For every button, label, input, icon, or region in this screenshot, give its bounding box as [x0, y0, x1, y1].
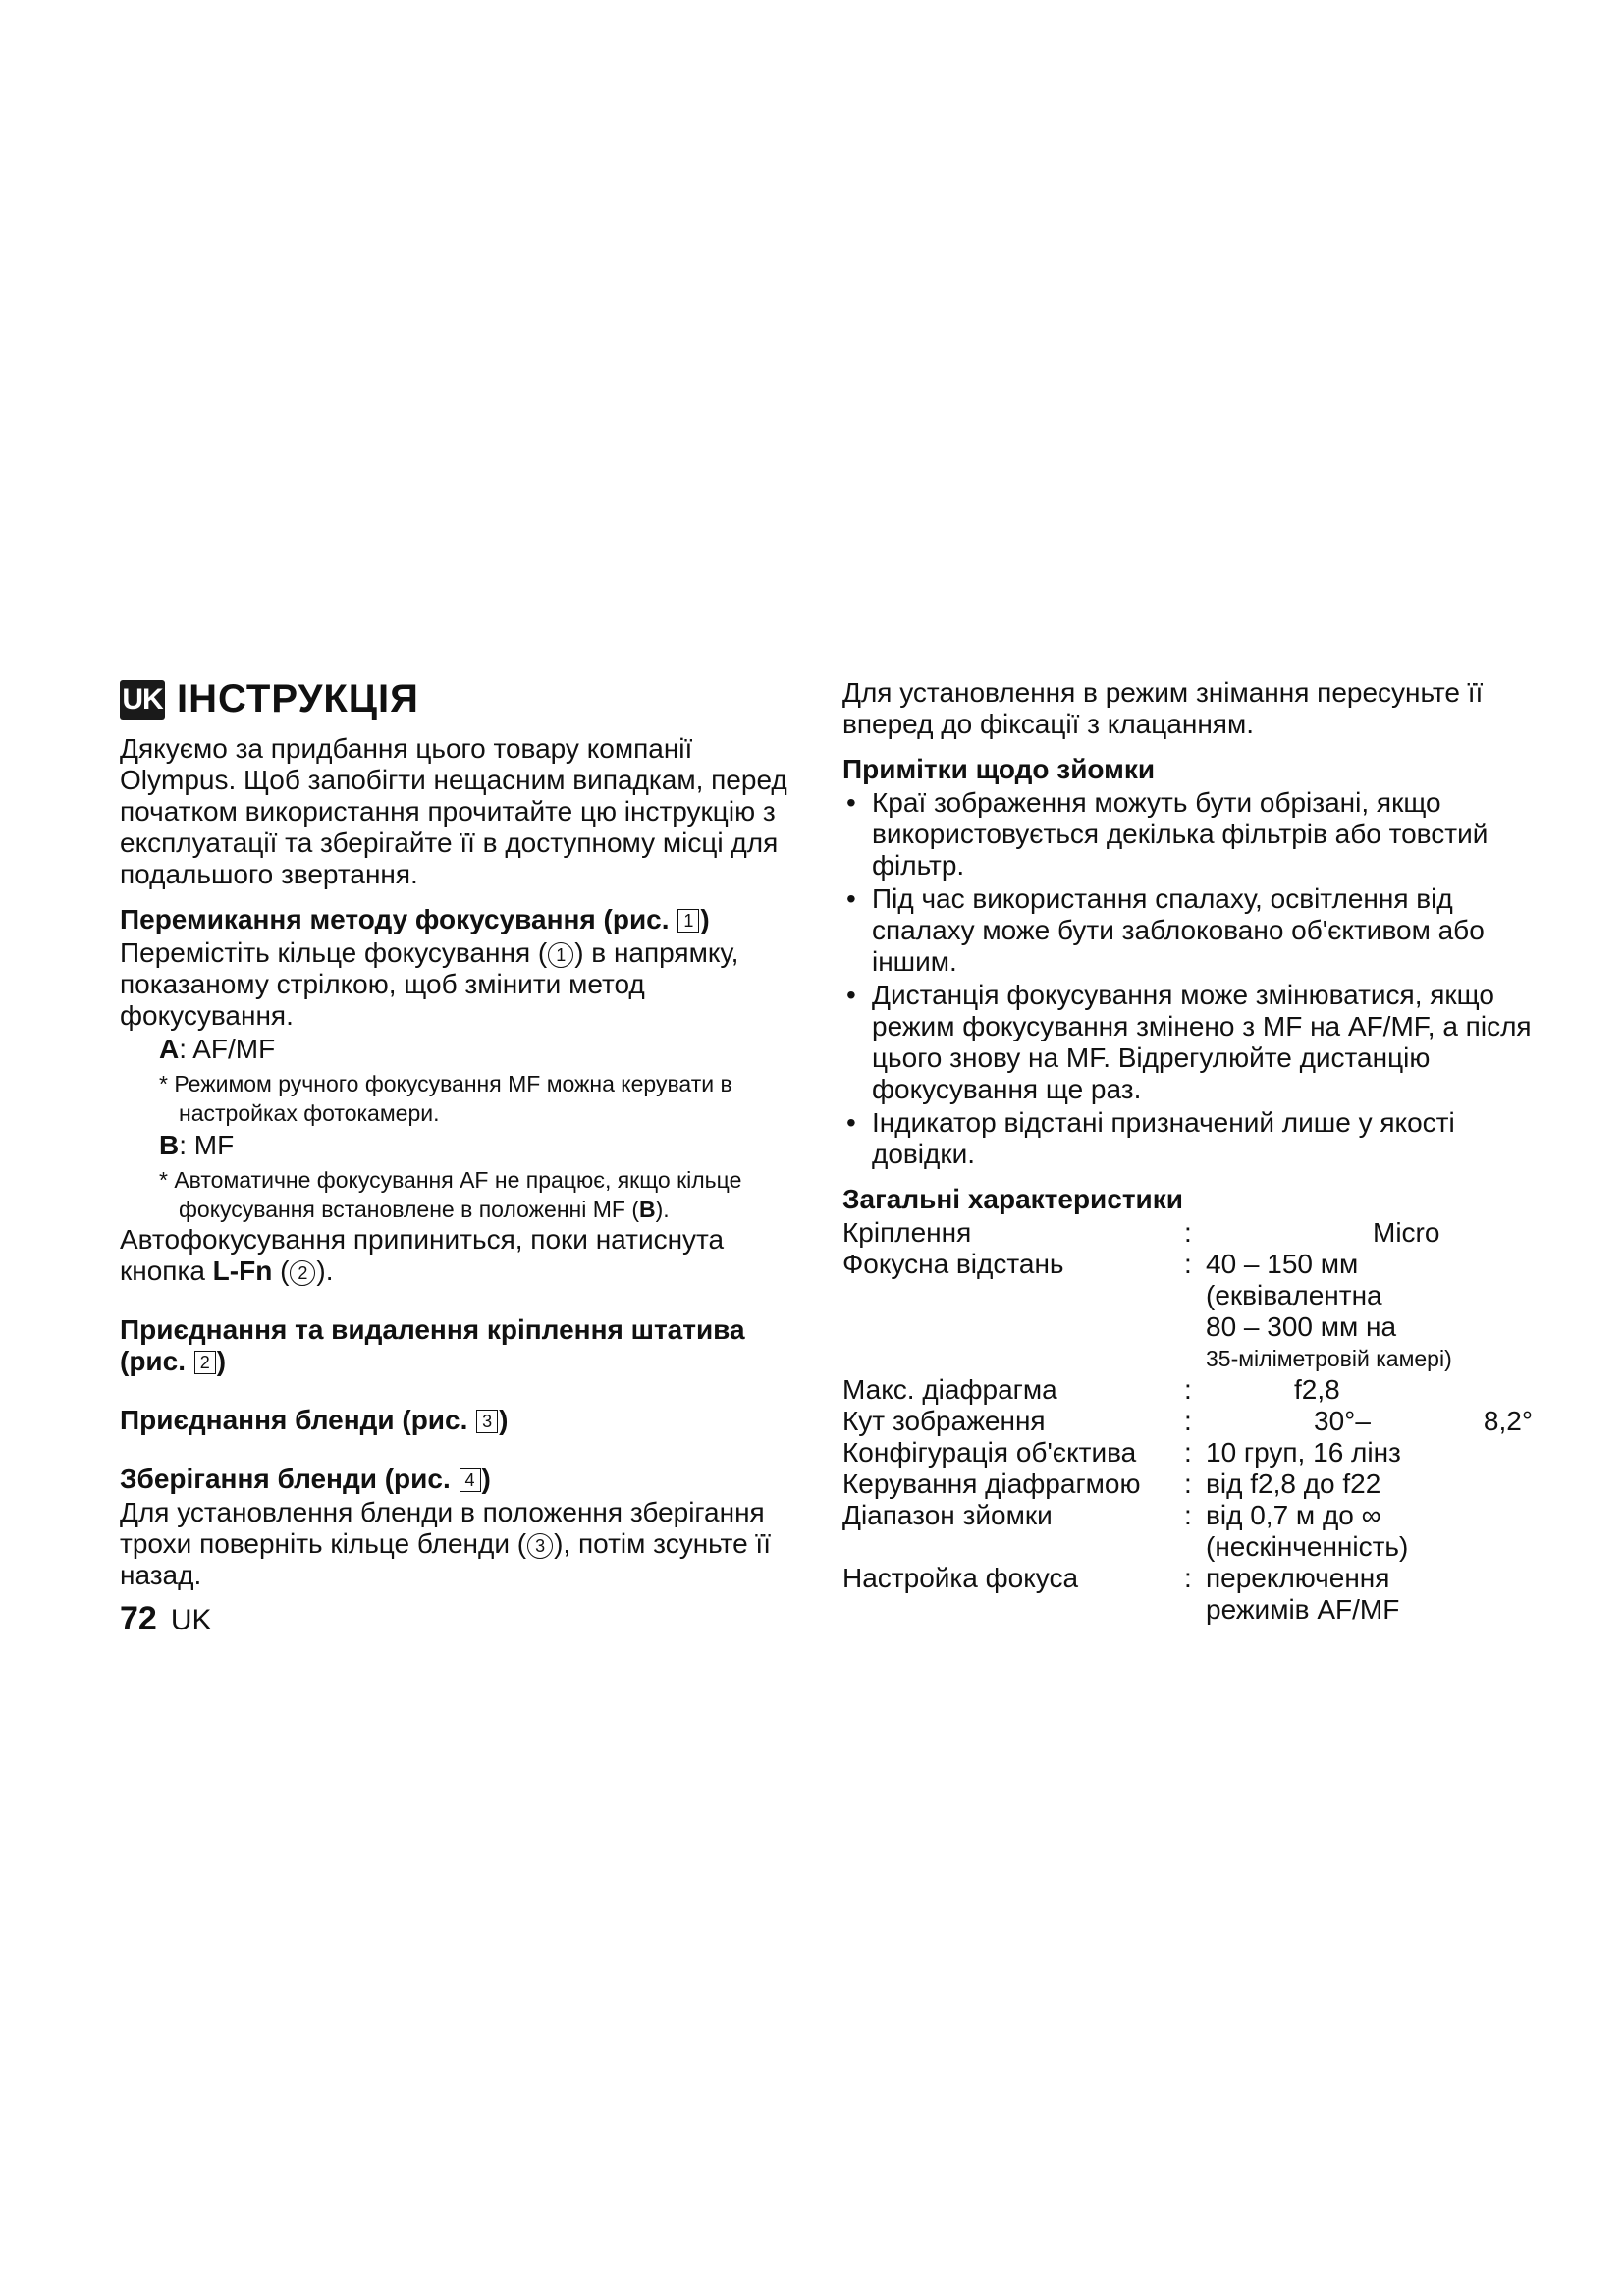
- heading-hood-storage: Зберігання бленди (рис. 4 ): [120, 1464, 491, 1494]
- figure-ref-2: 2: [194, 1351, 216, 1374]
- figure-ref-3: 3: [476, 1410, 498, 1433]
- list-item: • Краї зображення можуть бути обрізані, якщо використовується декілька фільтрів або товстий фільтр.: [842, 787, 1549, 881]
- mode-a: A: AF/MF: [159, 1034, 276, 1064]
- focus-ring-text: Перемістіть кільце фокусування ( 1 ) в напрямку, показаному стрілкою, щоб змінити метод фокусування.: [120, 937, 739, 1031]
- af-stop-text: Автофокусування припиниться, поки натиснута кнопка L-Fn ( 2 ).: [120, 1224, 725, 1286]
- mode-b: B: MF: [159, 1130, 235, 1160]
- figure-ref-4: 4: [460, 1468, 481, 1492]
- list-item: • Під час використання спалаху, освітлення від спалаху може бути заблоковано об'єктивом або іншим.: [842, 883, 1549, 978]
- heading-shooting-notes: Примітки щодо зйомки: [842, 754, 1156, 784]
- shooting-notes-list: [842, 787, 1549, 1170]
- footer-language: UK: [170, 1604, 212, 1636]
- right-column: [842, 677, 1549, 1626]
- language-badge: UK: [120, 680, 165, 720]
- callout-3: 3: [527, 1533, 553, 1559]
- list-item: • Індикатор відстані призначений лише у якості довідки.: [842, 1107, 1549, 1170]
- table-row: Настройка фокуса : переключення режимів AF/MF: [842, 1563, 1400, 1625]
- heading-hood-attach: Приєднання бленди (рис. 3 ): [120, 1405, 509, 1435]
- intro-paragraph: Дякуємо за придбання цього товару компанії Olympus. Щоб запобігти нещасним випадкам, перед початком використання прочитайте цю інструкцію з експлуатації та зберігайте її в доступному місці для подальшого звертання.: [120, 733, 787, 889]
- table-row: Макс. діафрагма : f2,8: [842, 1374, 1340, 1405]
- heading-specs: Загальні характеристики: [842, 1184, 1183, 1214]
- table-row: Кріплення : Micro: [842, 1217, 1440, 1248]
- callout-2: 2: [290, 1260, 315, 1286]
- callout-1: 1: [548, 942, 573, 968]
- note-mode-b: * Автоматичне фокусування AF не працює, якщо кільце фокусування встановлене в положенні MF (B).: [159, 1167, 742, 1222]
- table-row: Кут зображення : 30°– 8,2°: [842, 1406, 1534, 1436]
- page-title: ІНСТРУКЦІЯ: [177, 677, 419, 721]
- section-title: [120, 677, 797, 721]
- shooting-mode-text: Для установлення в режим знімання пересуньте її вперед до фіксації з клацанням.: [842, 677, 1484, 739]
- table-row: Конфігурація об'єктива : 10 груп, 16 лінз: [842, 1437, 1401, 1468]
- hood-storage-text: Для установлення бленди в положення зберігання трохи поверніть кільце бленди ( 3 ), потім зсуньте її назад.: [120, 1497, 771, 1590]
- heading-focus-switch: Перемикання методу фокусування (рис. 1 ): [120, 904, 710, 934]
- list-item: • Дистанція фокусування може змінюватися, якщо режим фокусування змінено з MF на AF/MF, а після цього знову на MF. Відрегулюйте дистанцію фокусування ще раз.: [842, 980, 1549, 1105]
- table-row: Керування діафрагмою : від f2,8 до f22: [842, 1468, 1381, 1499]
- left-column: [120, 677, 797, 1591]
- figure-ref-1: 1: [677, 909, 699, 933]
- page-footer: [120, 1600, 212, 1638]
- page-number: 72: [120, 1600, 157, 1637]
- heading-tripod: Приєднання та видалення кріплення штатива (рис. 2 ): [120, 1314, 745, 1376]
- table-row: Діапазон зйомки : від 0,7 м до ∞ (нескінченність): [842, 1500, 1409, 1562]
- specs-table: [842, 1217, 1533, 1626]
- note-mode-a: * Режимом ручного фокусування MF можна керувати в настройках фотокамери.: [159, 1071, 732, 1126]
- table-row: Фокусна відстань : 40 – 150 мм (еквівалентна 80 – 300 мм на 35-міліметровій камері): [842, 1249, 1452, 1371]
